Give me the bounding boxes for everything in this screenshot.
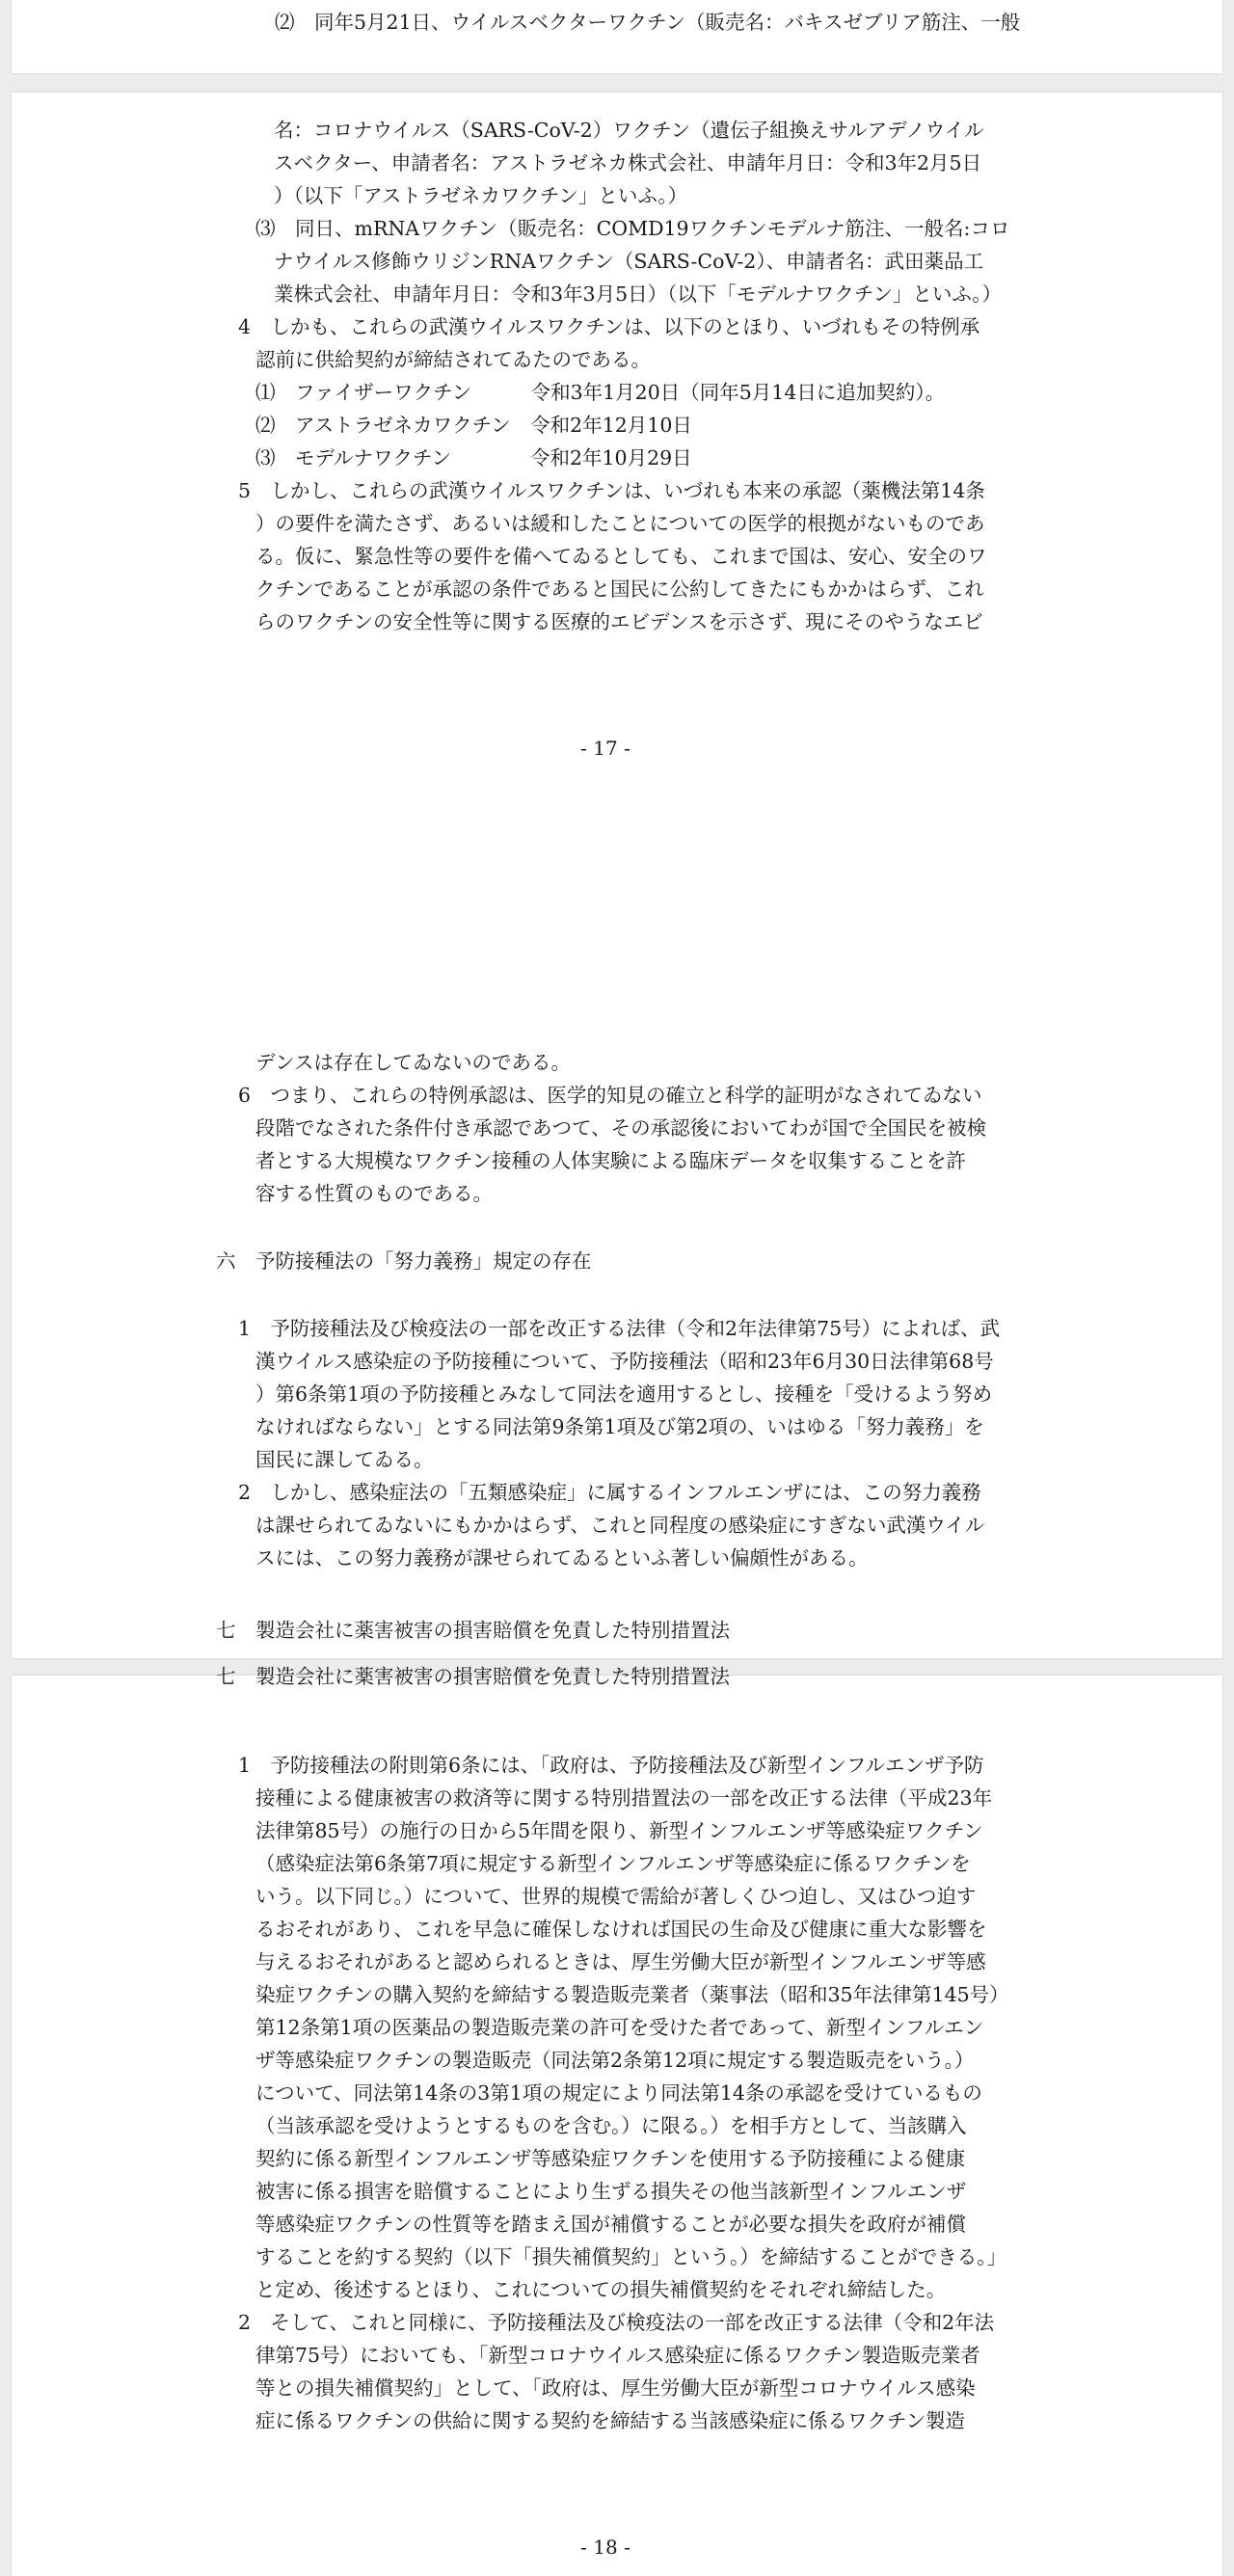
text-line: ⑵ 同年5月21日、ウイルスベクターワクチン（販売名：バキスゼブリア筋注、一般 <box>275 11 1021 34</box>
text-line: 契約に係る新型インフルエンザ等感染症ワクチンを使用する予防接種による健康 <box>255 2147 966 2170</box>
text-line: 4 しかも、これらの武漢ウイルスワクチンは、以下のとほり、いづれもその特例承 <box>238 315 980 338</box>
text-line: と定め、後述するとほり、これについての損失補償契約をそれぞれ締結した。 <box>255 2278 947 2301</box>
document-page-2 <box>12 93 1222 1658</box>
text-line: （当該承認を受けようとするものを含む。）に限る。）を相手方として、当該購入 <box>255 2114 967 2137</box>
section-heading-clipped <box>216 1665 730 1693</box>
text-line: 与えるおそれがあると認められるときは、厚生労働大臣が新型インフルエンザ等感 <box>255 1950 986 1973</box>
text-line: 2 しかし、感染症法の「五類感染症」に属するインフルエンザには、この努力義務 <box>238 1481 981 1504</box>
text-line: スベクター、申請者名：アストラゼネカ株式会社、申請年月日：令和3年2月5日 <box>274 151 982 174</box>
text-line: 者とする大規模なワクチン接種の人体実験による臨床データを収集することを許 <box>255 1149 966 1172</box>
text-line: 接種による健康被害の救済等に関する特別措置法の一部を改正する法律（平成23年 <box>255 1786 993 1810</box>
text-line: ）第6条第1項の予防接種とみなして同法を適用するとし、接種を「受けるよう努め <box>255 1382 993 1406</box>
text-line: 業株式会社、申請年月日：令和3年3月5日）（以下「モデルナワクチン」といふ。） <box>274 282 1002 306</box>
text-line: することを約する契約（以下「損失補償契約」という。）を締結することができる。」 <box>255 2245 1006 2268</box>
text-line: クチンであることが承認の条件であると国民に公約してきたにもかかはらず、これ <box>255 577 984 601</box>
text-line: 漢ウイルス感染症の予防接種について、予防接種法（昭和23年6月30日法律第68号 <box>255 1350 994 1373</box>
text-line: は課せられてゐないにもかかはらず、これと同程度の感染症にすぎない武漢ウイル <box>255 1514 985 1537</box>
text-line: 症に係るワクチンの供給に関する契約を締結する当該感染症に係るワクチン製造 <box>255 2409 965 2432</box>
text-line: （感染症法第6条第7項に規定する新型インフルエンザ等感染症に係るワクチンを <box>255 1852 971 1875</box>
document-page-3 <box>12 1665 1222 2576</box>
text-line: なければならない」とする同法第9条第1項及び第2項の、いはゆる「努力義務」を <box>255 1415 984 1438</box>
text-line: 被害に係る損害を賠償することにより生ずる損失その他当該新型インフルエンザ <box>255 2180 967 2203</box>
text-line: ⑵ アストラゼネカワクチン 令和2年12月10日 <box>255 414 692 437</box>
text-line: 等感染症ワクチンの性質等を踏まえ国が補償することが必要な損失を政府が補償 <box>255 2213 966 2236</box>
text-line: ）の要件を満たさず、あるいは緩和したことについての医学的根拠がないものであ <box>255 512 985 535</box>
page-number: - 18 - <box>580 2536 630 2559</box>
text-line: 段階でなされた条件付き承認であつて、その承認後においてわが国で全国民を被検 <box>255 1116 987 1140</box>
text-line: 染症ワクチンの購入契約を締結する製造販売業者（薬事法（昭和35年法律第145号） <box>255 1983 1009 2006</box>
text-line: ⑶ モデルナワクチン 令和2年10月29日 <box>255 446 692 470</box>
section-heading-clipped: 七 製造会社に薬害被害の損害賠償を免責した特別措置法 <box>216 1619 730 1642</box>
section-heading-text: 七 製造会社に薬害被害の損害賠償を免責した特別措置法 <box>216 1665 730 1688</box>
text-line: 国民に課してゐる。 <box>255 1448 434 1471</box>
text-line: ⑴ ファイザーワクチン 令和3年1月20日（同年5月14日に追加契約）。 <box>255 381 946 404</box>
text-line: 1 予防接種法及び検疫法の一部を改正する法律（令和2年法律第75号）によれば、武 <box>238 1317 1001 1340</box>
section-heading: 六 予防接種法の「努力義務」規定の存在 <box>216 1249 592 1273</box>
text-line: ⑶ 同日、mRNAワクチン（販売名：COMD19ワクチンモデルナ筋注、一般名:コロ <box>255 217 1010 240</box>
text-line: スには、この努力義務が課せられてゐるといふ著しい偏頗性がある。 <box>255 1546 869 1570</box>
document-page-1 <box>12 0 1222 73</box>
text-line: ザ等感染症ワクチンの製造販売（同法第2条第12項に規定する製造販売をいう。） <box>255 2049 975 2072</box>
text-line: 5 しかし、これらの武漢ウイルスワクチンは、いづれも本来の承認（薬機法第14条 <box>238 479 985 502</box>
text-line: 律第75号）においても、「新型コロナウイルス感染症に係るワクチン製造販売業者 <box>255 2344 980 2367</box>
text-line: について、同法第14条の3第1項の規定により同法第14条の承認を受けているもの <box>255 2081 982 2105</box>
text-line: 6 つまり、これらの特例承認は、医学的知見の確立と科学的証明がなされてゐない <box>238 1084 982 1107</box>
text-line: ）（以下「アストラゼネカワクチン」といふ。） <box>274 184 688 207</box>
text-line: 法律第85号）の施行の日から5年間を限り、新型インフルエンザ等感染症ワクチン <box>255 1819 983 1842</box>
text-line: る。仮に、緊急性等の要件を備へてゐるとしても、これまで国は、安心、安全のワ <box>255 545 987 568</box>
text-line: 認前に供給契約が締結されてゐたのである。 <box>255 348 651 371</box>
text-line: 第12条第1項の医薬品の製造販売業の許可を受けた者であって、新型インフルエン <box>255 2016 984 2039</box>
text-line: デンスは存在してゐないのである。 <box>255 1051 571 1074</box>
text-line: いう。以下同じ。）について、世界的規模で需給が著しくひつ迫し、又はひつ迫す <box>255 1885 977 1908</box>
text-line: るおそれがあり、これを早急に確保しなければ国民の生命及び健康に重大な影響を <box>255 1918 987 1941</box>
text-line: ナウイルス修飾ウリジンRNAワクチン（SARS-CoV-2）、申請者名：武田薬品工 <box>274 250 984 273</box>
text-line: らのワクチンの安全性等に関する医療的エビデンスを示さず、現にそのやうなエビ <box>255 610 983 633</box>
page-number: - 17 - <box>580 737 630 760</box>
text-line: 容する性質のものである。 <box>255 1182 493 1205</box>
text-line: 2 そして、これと同様に、予防接種法及び検疫法の一部を改正する法律（令和2年法 <box>238 2311 995 2334</box>
text-line: 等との損失補償契約」として、「政府は、厚生労働大臣が新型コロナウイルス感染 <box>255 2376 976 2400</box>
text-line: 1 予防接種法の附則第6条には、「政府は、予防接種法及び新型インフルエンザ予防 <box>238 1754 984 1777</box>
text-line: 名：コロナウイルス（SARS-CoV-2）ワクチン（遺伝子組換えサルアデノウイル <box>274 119 984 142</box>
